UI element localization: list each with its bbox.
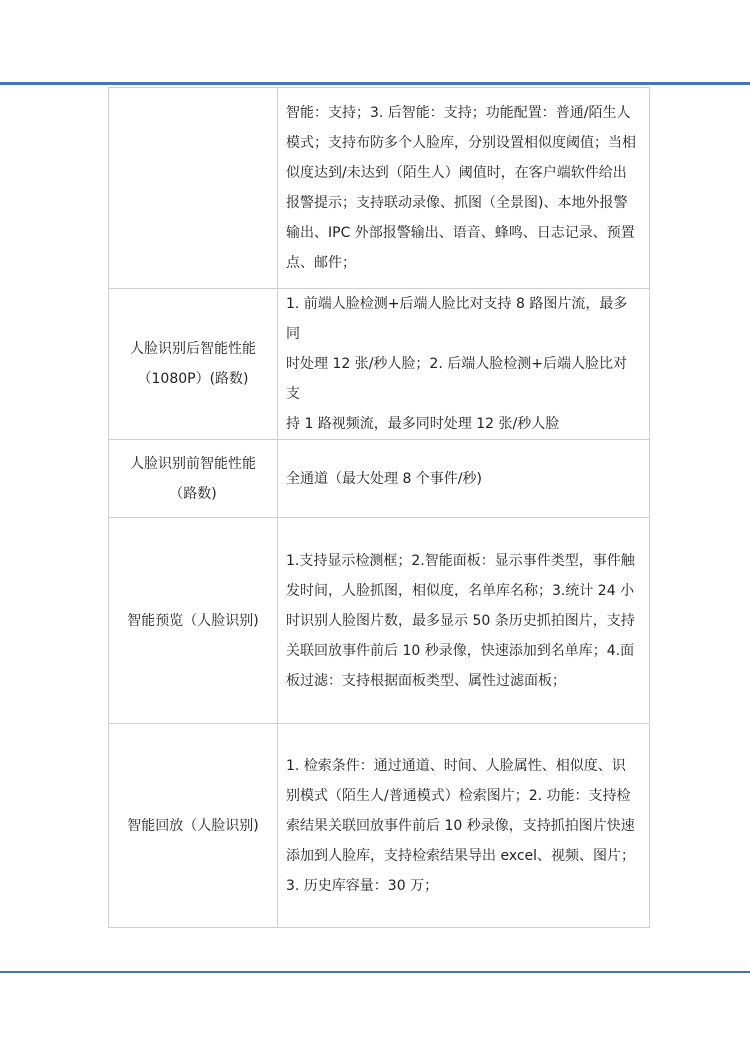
key-line: 智能预览（人脸识别) (127, 612, 259, 629)
value-line: 别模式（陌生人/普通模式）检索图片；2. 功能：支持检 (286, 787, 631, 804)
key-line: 智能回放（人脸识别) (127, 817, 259, 834)
spec-value-cell (278, 289, 650, 440)
value-line: 1. 前端人脸检测+后端人脸比对支持 8 路图片流，最多同 (286, 296, 628, 342)
spec-key-cell (109, 440, 278, 518)
value-line: 关联回放事件前后 10 秒录像，快速添加到名单库；4.面 (286, 642, 635, 659)
spec-key-cell (109, 724, 278, 928)
value-line: 板过滤：支持根据面板类型、属性过滤面板； (286, 672, 566, 689)
value-line: 模式；支持布防多个人脸库，分别设置相似度阈值；当相 (286, 135, 636, 151)
spec-value-cell (278, 724, 650, 928)
table-row (109, 518, 650, 724)
value-line: 时识别人脸图片数，最多显示 50 条历史抓拍图片，支持 (286, 612, 635, 629)
value-line: 全通道（最大处理 8 个事件/秒) (286, 470, 482, 487)
value-line: 输出、IPC 外部报警输出、语音、蜂鸣、日志记录、预置 (286, 225, 635, 241)
value-line: 报警提示；支持联动录像、抓图（全景图)、本地外报警 (286, 195, 628, 211)
table-row (109, 88, 650, 289)
value-line: 1.支持显示检测框；2.智能面板：显示事件类型，事件触 (286, 552, 635, 569)
value-line: 索结果关联回放事件前后 10 秒录像，支持抓拍图片快速 (286, 817, 635, 834)
spec-key-cell (109, 88, 278, 289)
header-rule (0, 82, 750, 85)
spec-key-cell (109, 518, 278, 724)
key-line: 人脸识别前智能性能 (130, 455, 256, 472)
key-line: 人脸识别后智能性能 (130, 341, 256, 357)
value-line: 似度达到/未达到（陌生人）阈值时，在客户端软件给出 (286, 165, 627, 181)
key-line: （1080P）(路数) (137, 371, 249, 387)
value-line: 添加到人脸库，支持检索结果导出 excel、视频、图片； (286, 847, 636, 864)
table-row (109, 724, 650, 928)
value-line: 3. 历史库容量：30 万； (286, 877, 439, 894)
value-line: 智能：支持；3. 后智能：支持；功能配置：普通/陌生人 (286, 105, 631, 121)
table-row (109, 289, 650, 440)
table-row (109, 440, 650, 518)
footer-rule (0, 971, 750, 973)
key-line: （路数) (169, 485, 217, 502)
value-line: 点、邮件； (286, 255, 356, 271)
spec-value-cell (278, 88, 650, 289)
value-line: 1. 检索条件：通过通道、时间、人脸属性、相似度、识 (286, 757, 626, 774)
value-line: 时处理 12 张/秒人脸；2. 后端人脸检测+后端人脸比对支 (286, 356, 627, 402)
spec-key-cell (109, 289, 278, 440)
value-line: 发时间，人脸抓图，相似度，名单库名称；3.统计 24 小 (286, 582, 635, 599)
spec-value-cell (278, 440, 650, 518)
spec-table (108, 87, 650, 928)
value-line: 持 1 路视频流，最多同时处理 12 张/秒人脸 (286, 416, 560, 432)
spec-value-cell (278, 518, 650, 724)
